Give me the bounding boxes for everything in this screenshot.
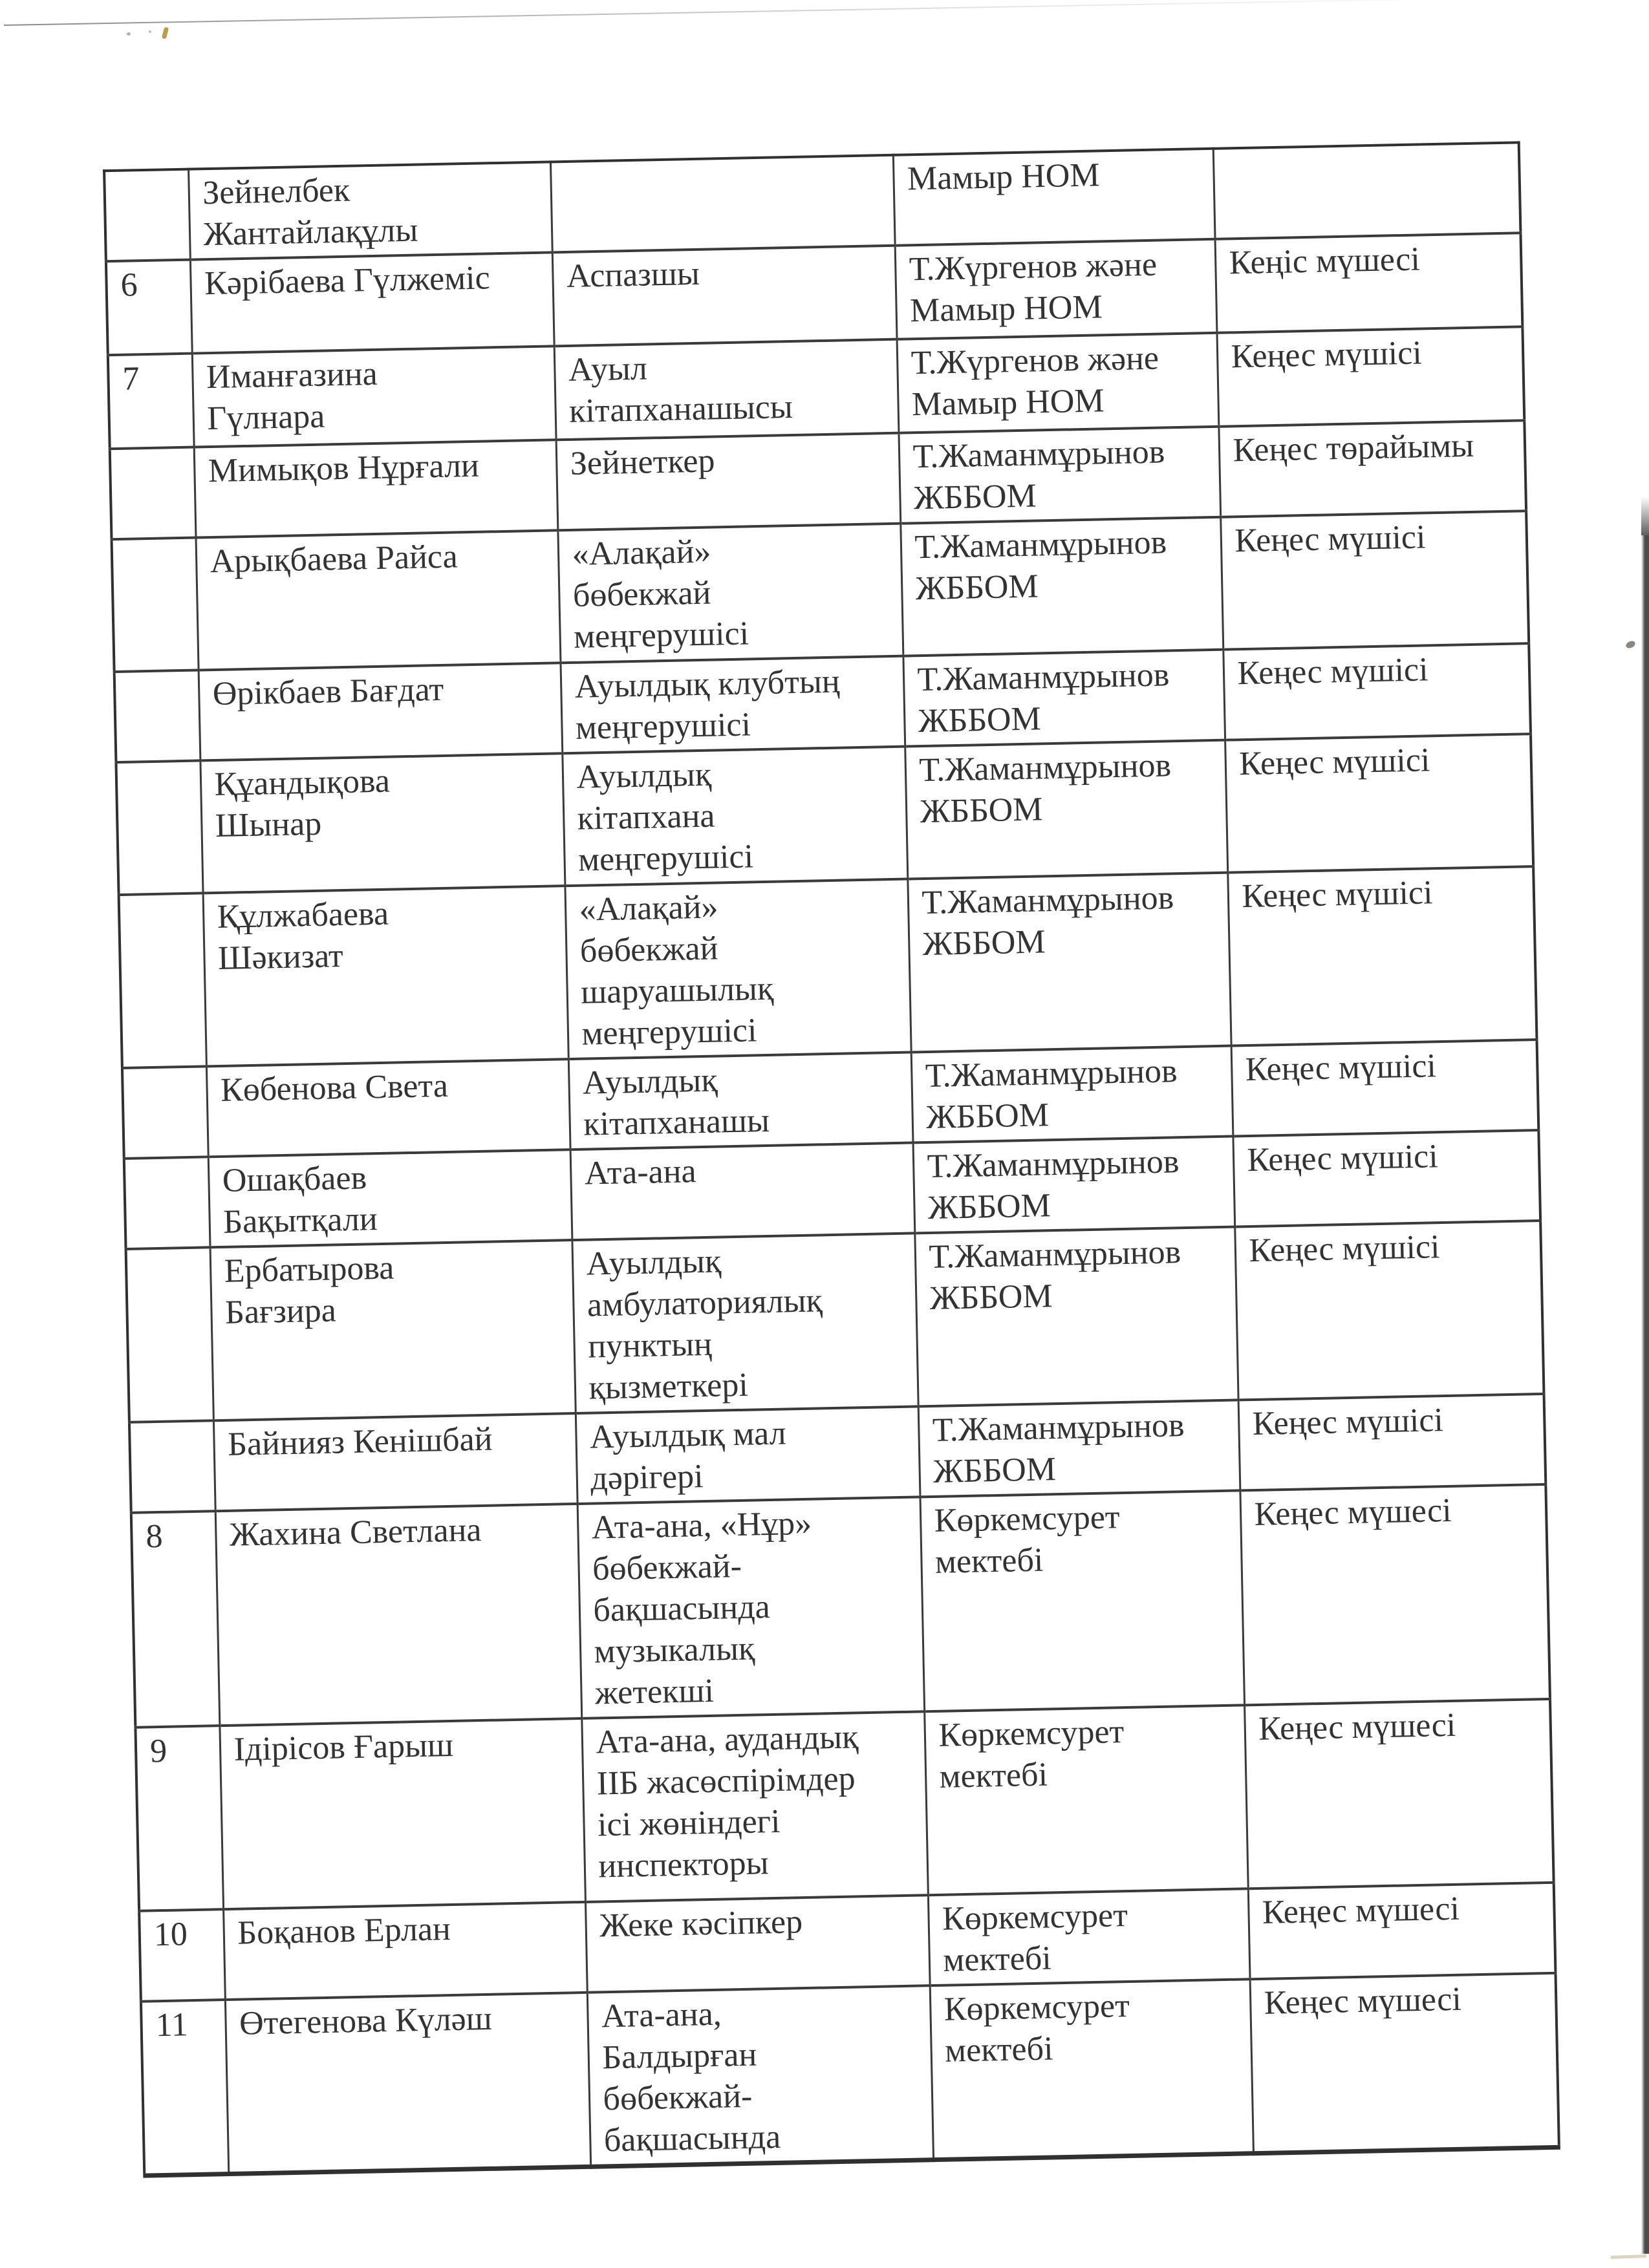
organization-cell: Т.Жаманмұрынов ЖББОМ (907, 873, 1231, 1053)
organization-cell: Т.Жаманмұрынов ЖББОМ (918, 1400, 1240, 1497)
row-number-cell: 8 (131, 1511, 220, 1728)
name-cell: Иманғазина Гүлнара (192, 346, 556, 447)
members-table-body (104, 142, 1559, 2176)
organization-cell: Көркемсурет мектебі (924, 1705, 1248, 1895)
scan-artifact-dot (149, 30, 151, 33)
row-number-cell (126, 1247, 213, 1422)
table-row (126, 1221, 1544, 1422)
role-cell: Кеңес мүшісі (1234, 1221, 1544, 1400)
role-cell: Кеңес мүшісі (1233, 1130, 1540, 1226)
position-cell: «Алақай» бөбекжай меңгерушісі (557, 524, 903, 663)
position-cell: Ауылдық клубтың меңгерушісі (560, 656, 905, 754)
name-cell: Құлжабаева Шәкизат (203, 886, 568, 1066)
organization-cell: Көркемсурет мектебі (930, 1979, 1253, 2159)
role-cell: Кеңес мүшесі (1250, 1973, 1559, 2154)
scan-artifact-smear (1611, 2254, 1646, 2259)
scan-artifact-dot (127, 32, 131, 36)
table-row (141, 1973, 1559, 2176)
name-cell: Өрікбаев Бағдат (199, 663, 563, 760)
name-cell: Өтегенова Күләш (225, 1993, 590, 2174)
row-number-cell (129, 1420, 215, 1513)
position-cell: Ата-ана (570, 1142, 915, 1240)
position-cell: Аспазшы (552, 246, 897, 347)
row-number-cell (110, 447, 196, 540)
name-cell: Ошақбаев Бақытқали (208, 1150, 572, 1247)
name-cell: Жахина Светлана (215, 1504, 582, 1726)
role-cell: Кеңес мүшісі (1225, 734, 1533, 872)
role-cell: Кеңес мүшісі (1227, 866, 1536, 1045)
position-cell: Ауылдық мал дәрігері (576, 1406, 920, 1504)
scan-artifact-diagonal-line (4, 0, 1549, 26)
role-cell: Кеңес мүшесі (1248, 1883, 1556, 1979)
position-cell: Ауыл кітапханашысы (554, 339, 899, 440)
scan-artifact-yellow-mark (162, 27, 169, 39)
name-cell: Боқанов Ерлан (223, 1902, 587, 2000)
organization-cell: Т.Жүргенов және Мамыр НОМ (897, 333, 1219, 433)
position-cell: «Алақай» бөбекжай шаруашылық меңгерушісі (565, 879, 911, 1060)
role-cell (1213, 142, 1521, 239)
row-number-cell: 6 (106, 260, 192, 356)
role-cell: Кеңес мүшесі (1240, 1484, 1550, 1705)
table-row (135, 1699, 1553, 1911)
scanner-edge-shadow (1641, 497, 1649, 535)
organization-cell: Мамыр НОМ (893, 149, 1215, 246)
name-cell: Байнияз Кенішбай (213, 1413, 577, 1511)
organization-cell: Көркемсурет мектебі (920, 1490, 1245, 1711)
row-number-cell: 7 (108, 354, 194, 449)
position-cell (550, 155, 895, 253)
row-number-cell (112, 538, 199, 672)
table-row (119, 866, 1537, 1068)
organization-cell: Т.Жаманмұрынов ЖББОМ (903, 650, 1225, 747)
members-table (103, 141, 1560, 2177)
role-cell: Кеңес мүшісі (1220, 511, 1529, 649)
organization-cell: Т.Жаманмұрынов ЖББОМ (914, 1227, 1238, 1407)
row-number-cell (114, 670, 200, 763)
position-cell: Ата-ана, Балдырған бөбекжай- бақшасында (587, 1985, 933, 2166)
position-cell: Ауылдық амбулаториялық пунктың қызметкері (572, 1233, 918, 1413)
role-cell: Кеңес мүшісі (1216, 326, 1524, 426)
name-cell: Мимықов Нұрғали (194, 440, 558, 537)
organization-cell: Т.Жүргенов және Мамыр НОМ (895, 239, 1217, 339)
organization-cell: Т.Жаманмұрынов ЖББОМ (898, 427, 1220, 524)
name-cell: Ербатырова Бағзира (210, 1240, 576, 1420)
position-cell: Зейнеткер (556, 433, 901, 531)
role-cell: Кеңес мүшісі (1231, 1040, 1539, 1136)
role-cell: Кеңес мүшісі (1223, 643, 1531, 740)
position-cell: Ауылдық кітапхана меңгерушісі (562, 747, 907, 886)
role-cell: Кеңес мүшесі (1244, 1699, 1554, 1888)
organization-cell: Т.Жаманмұрынов ЖББОМ (911, 1046, 1233, 1143)
organization-cell: Т.Жаманмұрынов ЖББОМ (913, 1137, 1235, 1234)
name-cell: Ідірісов Ғарыш (219, 1718, 585, 1909)
organization-cell: Т.Жаманмұрынов ЖББОМ (900, 517, 1223, 656)
row-number-cell (104, 169, 190, 262)
scan-artifact-speck (1625, 639, 1637, 649)
row-number-cell: 11 (141, 2000, 228, 2176)
position-cell: Ата-ана, «Нұр» бөбекжай- бақшасында музыкалық жетекші (577, 1497, 925, 1718)
position-cell: Жеке кәсіпкер (585, 1895, 930, 1993)
name-cell: Құандықова Шынар (200, 753, 565, 893)
name-cell: Зейнелбек Жантайлақұлы (188, 162, 552, 259)
row-number-cell (124, 1157, 210, 1249)
row-number-cell: 10 (139, 1909, 225, 2002)
row-number-cell (122, 1066, 208, 1159)
role-cell: Кеңес мүшісі (1238, 1394, 1546, 1490)
table-row (131, 1484, 1550, 1728)
name-cell: Көбенова Света (206, 1059, 570, 1157)
scanner-edge-shadow (1641, 535, 1649, 2254)
role-cell: Кеңіс мүшесі (1215, 233, 1523, 332)
row-number-cell (116, 760, 202, 895)
row-number-cell: 9 (135, 1726, 223, 1911)
row-number-cell (119, 893, 206, 1068)
position-cell: Ата-ана, аудандық ІІБ жасөспірімдер ісі жөніндегі инспекторы (581, 1711, 928, 1902)
position-cell: Ауылдық кітапханашы (568, 1053, 913, 1150)
name-cell: Кәрібаева Гүлжеміс (190, 252, 554, 353)
role-cell: Кеңес төрайымы (1218, 420, 1526, 517)
organization-cell: Көркемсурет мектебі (928, 1888, 1250, 1985)
name-cell: Арықбаева Райса (195, 530, 560, 670)
organization-cell: Т.Жаманмұрынов ЖББОМ (905, 740, 1227, 879)
